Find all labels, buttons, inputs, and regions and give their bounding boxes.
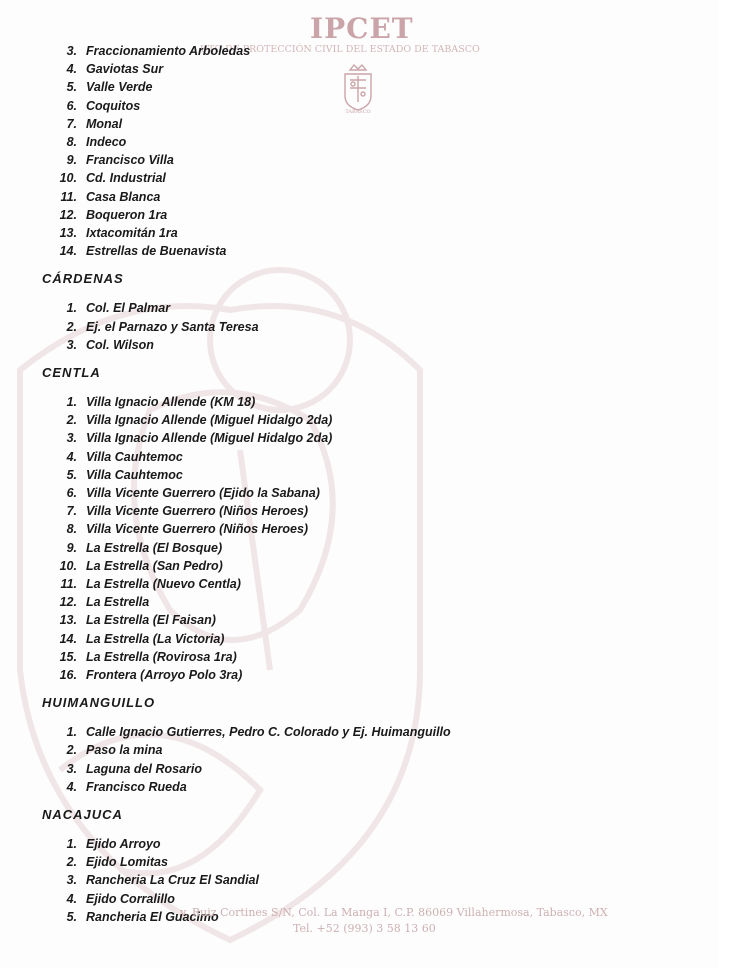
list-item-number: 4. bbox=[66, 449, 77, 464]
crest-caption: TABASCO bbox=[345, 109, 371, 115]
list-item bbox=[66, 135, 127, 149]
list-item-number: 12. bbox=[59, 595, 77, 610]
list-item-number: 4. bbox=[66, 779, 77, 794]
list-item-text: Ejido Arroyo bbox=[86, 837, 161, 851]
list-item bbox=[66, 116, 123, 131]
list-item-text: Francisco Villa bbox=[86, 153, 174, 168]
list-item bbox=[60, 189, 161, 204]
list-item bbox=[66, 779, 187, 794]
list-item bbox=[66, 522, 309, 537]
list-item-text: Ej. el Parnazo y Santa Teresa bbox=[86, 319, 259, 334]
list-item-number: 2. bbox=[66, 855, 77, 870]
list-item-number: 5. bbox=[66, 909, 77, 924]
list-item bbox=[66, 743, 163, 758]
list-item-text: Fraccionamiento Arboledas bbox=[86, 44, 251, 58]
institution-name: UTO DE PROTECCIÓN CIVIL DEL ESTADO DE TABASCO bbox=[200, 44, 480, 55]
list-item bbox=[66, 98, 141, 113]
list-item bbox=[66, 467, 183, 482]
list-item bbox=[66, 319, 259, 334]
list-item-text: La Estrella (Rovirosa 1ra) bbox=[86, 649, 237, 664]
list-item-text: Rancheria La Cruz El Sandial bbox=[86, 873, 259, 888]
list-item-text: Frontera (Arroyo Polo 3ra) bbox=[86, 668, 243, 682]
list-item bbox=[59, 244, 227, 259]
section-heading: HUIMANGUILLO bbox=[42, 695, 156, 711]
list-item-number: 5. bbox=[66, 80, 77, 95]
list-item bbox=[66, 301, 171, 316]
list-item-number: 3. bbox=[66, 431, 77, 446]
list-item-text: Villa Vicente Guerrero (Niños Heroes) bbox=[86, 504, 309, 519]
section-heading: CENTLA bbox=[42, 365, 101, 380]
list-item bbox=[66, 62, 164, 77]
list-item bbox=[59, 649, 237, 664]
list-item-text: Coquitos bbox=[86, 98, 141, 113]
list-item-text: La Estrella (El Bosque) bbox=[86, 540, 223, 555]
list-item-number: 14. bbox=[59, 244, 77, 259]
list-item-number: 15. bbox=[59, 649, 77, 664]
list-item-text: Villa Vicente Guerrero (Niños Heroes) bbox=[86, 522, 309, 537]
section-heading: CÁRDENAS bbox=[42, 271, 124, 287]
list-item-number: 5. bbox=[66, 467, 77, 482]
list-item bbox=[66, 395, 256, 409]
list-item bbox=[59, 595, 150, 610]
list-item bbox=[66, 337, 154, 352]
list-item bbox=[66, 449, 183, 464]
list-item-text: Calle Ignacio Gutierres, Pedro C. Colorado y Ej. Huimanguillo bbox=[86, 725, 451, 740]
list-item-text: La Estrella (Nuevo Centla) bbox=[86, 577, 241, 591]
list-item-text: La Estrella (El Faisan) bbox=[86, 613, 216, 628]
list-item-text: Valle Verde bbox=[86, 80, 153, 95]
list-item-number: 1. bbox=[66, 301, 77, 316]
list-item-text: Villa Cauhtemoc bbox=[86, 449, 183, 464]
list-item bbox=[66, 540, 223, 555]
list-item-number: 7. bbox=[66, 504, 77, 519]
list-item-number: 14. bbox=[59, 631, 77, 646]
list-item bbox=[59, 171, 166, 186]
page-margin bbox=[718, 0, 750, 968]
list-item bbox=[66, 80, 153, 95]
list-item-text: Estrellas de Buenavista bbox=[86, 244, 227, 259]
list-item-number: 10. bbox=[59, 558, 77, 573]
list-item-number: 13. bbox=[59, 226, 77, 240]
list-item bbox=[66, 413, 333, 428]
list-item bbox=[59, 558, 223, 573]
list-item-number: 11. bbox=[60, 189, 77, 204]
list-item-number: 3. bbox=[66, 337, 77, 352]
list-item-text: Rancheria El Guacimo bbox=[86, 909, 219, 924]
list-item-text: Villa Ignacio Allende (KM 18) bbox=[86, 395, 256, 409]
list-item bbox=[66, 855, 168, 870]
list-item-text: Col. El Palmar bbox=[86, 301, 171, 316]
list-item-number: 9. bbox=[66, 153, 77, 168]
list-item bbox=[66, 153, 174, 168]
list-item-text: Cd. Industrial bbox=[86, 171, 166, 186]
list-item-number: 9. bbox=[66, 540, 77, 555]
list-item-text: Indeco bbox=[86, 135, 127, 149]
list-item-number: 8. bbox=[66, 522, 77, 537]
list-item-text: Gaviotas Sur bbox=[86, 62, 164, 77]
list-item-text: La Estrella (La Victoria) bbox=[86, 631, 225, 646]
list-item-number: 8. bbox=[66, 135, 77, 149]
tabasco-crest-icon bbox=[340, 62, 376, 112]
list-item bbox=[66, 725, 451, 740]
list-item-text: Laguna del Rosario bbox=[86, 761, 202, 776]
list-item-text: Francisco Rueda bbox=[86, 779, 187, 794]
list-item bbox=[66, 837, 161, 851]
list-item-number: 2. bbox=[66, 413, 77, 428]
list-item-number: 7. bbox=[66, 116, 77, 131]
list-item-text: Villa Ignacio Allende (Miguel Hidalgo 2da) bbox=[86, 413, 333, 428]
list-item-text: Casa Blanca bbox=[86, 189, 161, 204]
section-heading: NACAJUCA bbox=[42, 807, 123, 822]
list-item-number: 1. bbox=[66, 725, 77, 740]
list-item bbox=[59, 613, 216, 628]
brand-logo: IPCET bbox=[310, 12, 414, 45]
list-item-text: Boqueron 1ra bbox=[86, 207, 168, 222]
list-item-text: Villa Cauhtemoc bbox=[86, 467, 183, 482]
list-item-text: Col. Wilson bbox=[86, 337, 154, 352]
list-item-text: Ixtacomitán 1ra bbox=[86, 226, 178, 240]
list-item-number: 10. bbox=[59, 171, 77, 186]
list-item bbox=[59, 668, 243, 682]
list-item-number: 2. bbox=[66, 319, 77, 334]
list-item-number: 6. bbox=[66, 98, 77, 113]
list-item bbox=[59, 226, 178, 240]
list-item-number: 12. bbox=[59, 207, 77, 222]
list-item-number: 4. bbox=[66, 62, 77, 77]
list-item-number: 1. bbox=[66, 395, 77, 409]
list-item-text: Villa Vicente Guerrero (Ejido la Sabana) bbox=[86, 486, 320, 500]
list-item bbox=[59, 631, 225, 646]
list-item-number: 4. bbox=[66, 891, 77, 906]
footer-phone: Tel. +52 (993) 3 58 13 60 bbox=[293, 922, 436, 935]
list-item-text: La Estrella bbox=[86, 595, 150, 610]
list-item bbox=[66, 873, 259, 888]
list-item bbox=[66, 504, 309, 519]
list-item-text: Paso la mina bbox=[86, 743, 163, 758]
list-item-text: Ejido Corralillo bbox=[86, 891, 175, 906]
list-item-number: 11. bbox=[60, 577, 77, 591]
list-item bbox=[66, 891, 175, 906]
list-item-number: 6. bbox=[66, 486, 77, 500]
footer-address: v. Ruiz Cortines S/N, Col. La Manga I, C.P. 86069 Villahermosa, Tabasco, MX bbox=[180, 906, 608, 919]
list-item-text: Monal bbox=[86, 116, 123, 131]
list-item bbox=[60, 577, 241, 591]
list-item bbox=[66, 486, 320, 500]
list-item-text: La Estrella (San Pedro) bbox=[86, 558, 223, 573]
list-item-number: 1. bbox=[66, 837, 77, 851]
list-item-number: 3. bbox=[66, 873, 77, 888]
list-item-number: 13. bbox=[59, 613, 77, 628]
list-item-text: Ejido Lomitas bbox=[86, 855, 168, 870]
list-item-number: 3. bbox=[66, 761, 77, 776]
list-item bbox=[66, 761, 202, 776]
list-item bbox=[59, 207, 168, 222]
list-item bbox=[66, 44, 251, 58]
list-item-text: Villa Ignacio Allende (Miguel Hidalgo 2da) bbox=[86, 431, 333, 446]
list-item-number: 16. bbox=[59, 668, 77, 682]
list-item bbox=[66, 431, 333, 446]
list-item-number: 2. bbox=[66, 743, 77, 758]
list-item-number: 3. bbox=[66, 44, 77, 58]
